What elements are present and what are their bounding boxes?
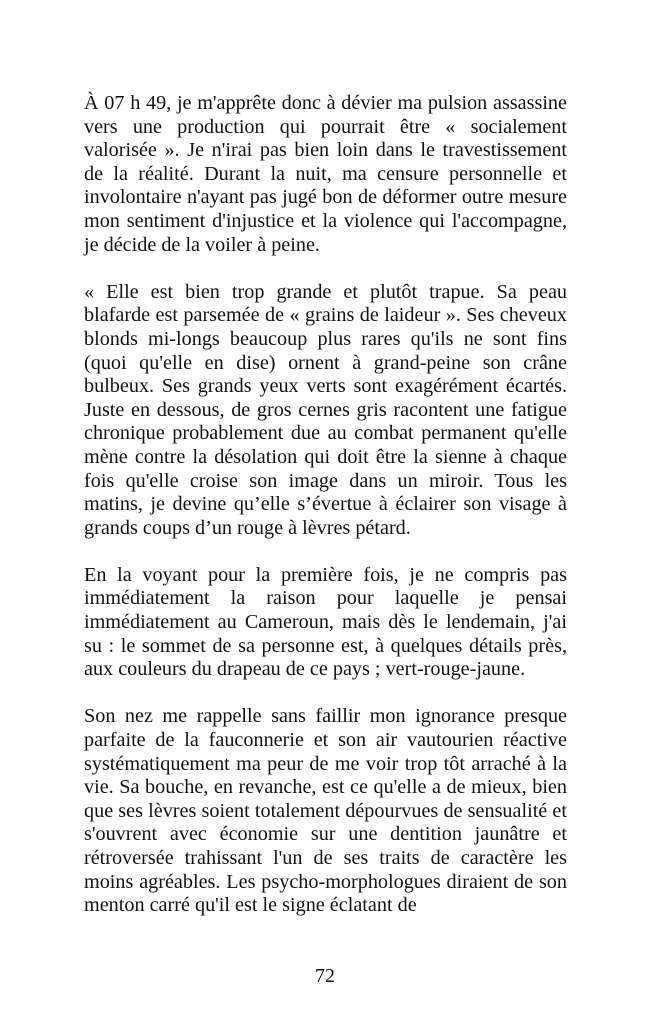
body-text bbox=[84, 92, 567, 918]
paragraph-1: À 07 h 49, je m'apprête donc à dévier ma pulsion assassine vers une production qui pourrait être « socialement valorisée ». Je n'irai pas bien loin dans le travestissement de la réalité. Durant la nuit, ma censure personnelle et involontaire n'ayant pas jugé bon de déformer outre mesure mon sentiment d'injustice et la violence qui l'accompagne, je décide de la voiler à peine. bbox=[84, 92, 567, 256]
paragraph-4: Son nez me rappelle sans faillir mon ignorance presque parfaite de la fauconnerie et son air vautourien réactive systématiquement ma peur de me voir trop tôt arraché à la vie. Sa bouche, en revanche, est ce qu'elle a de mieux, bien que ses lèvres soient totalement dépourvues de sensualité et s'ouvrent avec économie sur une dentition jaunâtre et rétroversée trahissant l'un de ses traits de caractère les moins agréables. Les psycho-morphologues diraient de son menton carré qu'il est le signe éclatant de bbox=[84, 705, 567, 917]
paragraph-3: En la voyant pour la première fois, je ne compris pas immédiatement la raison pour laquelle je pensai immédiatement au Cameroun, mais dès le lendemain, j'ai su : le sommet de sa personne est, à quelques détails près, aux couleurs du drapeau de ce pays ; vert-rouge-jaune. bbox=[84, 563, 567, 681]
paragraph-2: « Elle est bien trop grande et plutôt trapue. Sa peau blafarde est parsemée de « grains de laideur ». Ses cheveux blonds mi-longs beaucoup plus rares qu'ils ne sont fins (quoi qu'elle en dise) ornent à grand-peine son crâne bulbeux. Ses grands yeux verts sont exagérément écartés. Juste en dessous, de gros cernes gris racontent une fatigue chronique probablement due au combat permanent qu'elle mène contre la désolation qui doit être la sienne à chaque fois qu'elle croise son image dans un miroir. Tous les matins, je devine qu’elle s’évertue à éclairer son visage à grands coups d’un rouge à lèvres pétard. bbox=[84, 280, 567, 539]
page-number: 72 bbox=[315, 965, 335, 987]
